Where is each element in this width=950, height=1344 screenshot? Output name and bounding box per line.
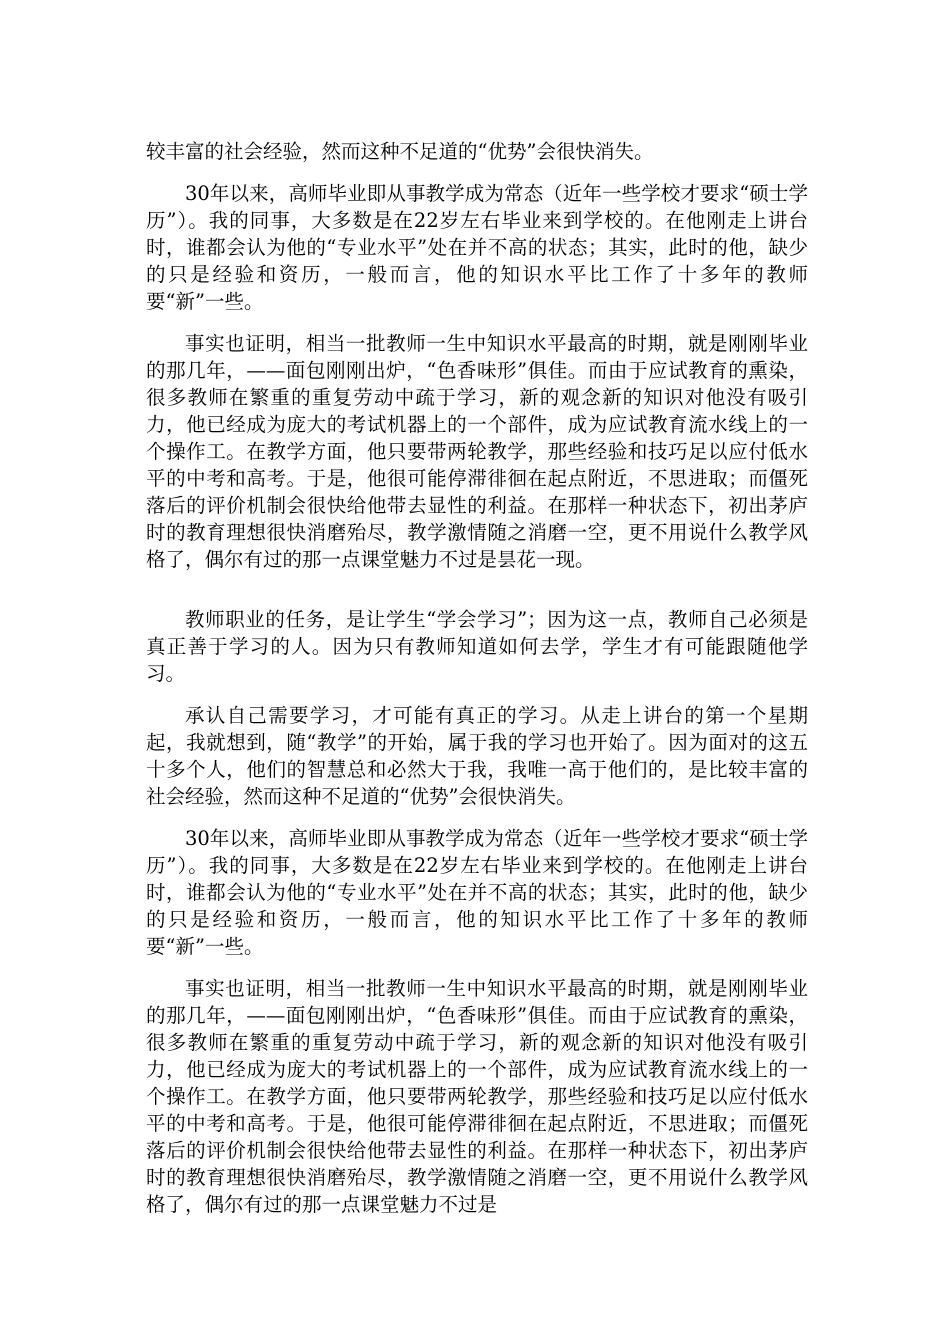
paragraph-continued: 较丰富的社会经验，然而这种不足道的“优势”会很快消失。: [146, 140, 654, 163]
paragraph: 30年以来，高师毕业即从事教学成为常态（近年一些学校才要求“硕士学历”）。我的同事，大多数是在22岁左右毕业来到学校的。在他刚走上讲台时，谁都会认为他的“专业水平”处在并不高的状态；其实，此时的他，缺少的只是经验和资历，一般而言，他的知识水平比工作了十多年的教师要“新”一些。: [146, 182, 808, 313]
paragraph: 教师职业的任务，是让学生“学会学习”；因为这一点，教师自己必须是真正善于学习的人。因为只有教师知道如何去学，学生才有可能跟随他学习。: [146, 608, 808, 685]
paragraph: 事实也证明，相当一批教师一生中知识水平最高的时期，就是刚刚毕业的那几年，——面包刚刚出炉，“色香味形”俱佳。而由于应试教育的熏染，很多教师在繁重的重复劳动中疏于学习，新的观念新的知识对他没有吸引力，他已经成为庞大的考试机器上的一个部件，成为应试教育流水线上的一个操作工。在教学方面，他只要带两轮教学，那些经验和技巧足以应付低水平的中考和高考。于是，他很可能停滞徘徊在起点附近，不思进取；而僵死落后的评价机制会很快给他带去显性的利益。在那样一种状态下，初出茅庐时的教育理想很快消磨殆尽，教学激情随之消磨一空，更不用说什么教学风格了，偶尔有过的那一点课堂魅力不过是昙花一现。: [146, 332, 808, 571]
paragraph: 承认自己需要学习，才可能有真正的学习。从走上讲台的第一个星期起，我就想到，随“教学”的开始，属于我的学习也开始了。因为面对的这五十多个人，他们的智慧总和必然大于我，我唯一高于他们的，是比较丰富的社会经验，然而这种不足道的“优势”会很快消失。: [146, 704, 808, 808]
paragraph: 30年以来，高师毕业即从事教学成为常态（近年一些学校才要求“硕士学历”）。我的同事，大多数是在22岁左右毕业来到学校的。在他刚走上讲台时，谁都会认为他的“专业水平”处在并不高的状态；其实，此时的他，缺少的只是经验和资历，一般而言，他的知识水平比工作了十多年的教师要“新”一些。: [146, 827, 808, 958]
paragraph: 事实也证明，相当一批教师一生中知识水平最高的时期，就是刚刚毕业的那几年，——面包刚刚出炉，“色香味形”俱佳。而由于应试教育的熏染，很多教师在繁重的重复劳动中疏于学习，新的观念新的知识对他没有吸引力，他已经成为庞大的考试机器上的一个部件，成为应试教育流水线上的一个操作工。在教学方面，他只要带两轮教学，那些经验和技巧足以应付低水平的中考和高考。于是，他很可能停滞徘徊在起点附近，不思进取；而僵死落后的评价机制会很快给他带去显性的利益。在那样一种状态下，初出茅庐时的教育理想很快消磨殆尽，教学激情随之消磨一空，更不用说什么教学风格了，偶尔有过的那一点课堂魅力不过是: [146, 977, 808, 1216]
document-body: [146, 138, 808, 1218]
